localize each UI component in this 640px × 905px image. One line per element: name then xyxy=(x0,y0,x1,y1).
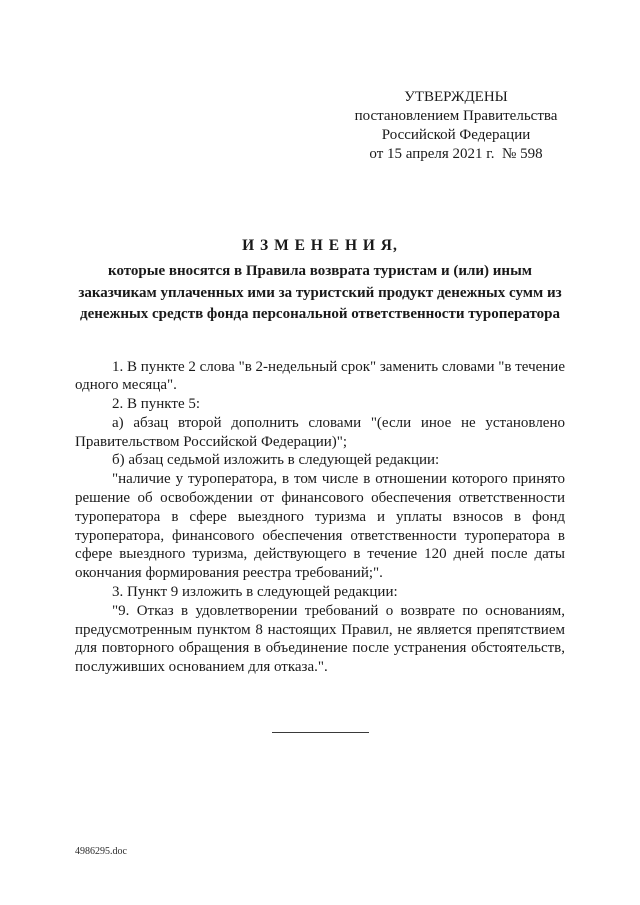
page-subtitle xyxy=(0,261,640,326)
body-paragraph: 3. Пункт 9 изложить в следующей редакции: xyxy=(112,584,398,601)
approval-block xyxy=(350,88,562,164)
body-paragraph: 1. В пункте 2 слова "в 2-недельный срок" заменить словами "в течение одного месяца". xyxy=(75,358,565,394)
subtitle-line: денежных средств фонда персональной ответственности туроператора xyxy=(79,306,560,322)
approval-line: УТВЕРЖДЕНЫ xyxy=(404,89,508,105)
body-paragraph: а) абзац второй дополнить словами "(если иное не установлено Правительством Российской Федерации)"; xyxy=(75,414,565,450)
body-paragraph: 2. В пункте 5: xyxy=(112,396,201,413)
approval-line: постановлением Правительства xyxy=(354,108,558,124)
body-paragraph: б) абзац седьмой изложить в следующей редакции: xyxy=(112,452,440,469)
body-paragraph: "наличие у туроператора, в том числе в отношении которого принято решение об освобождении от финансового обеспечения ответственности туроператора в сфере выездного туризма и уплаты взносов в фонд туроператора, финансового обеспечения ответственности туроператора в сфере выездного туризма, действующего в течение 120 дней после даты окончания формирования реестра требований;". xyxy=(75,471,565,582)
document-body xyxy=(75,358,565,678)
subtitle-line: которые вносятся в Правила возврата туристам и (или) иным xyxy=(108,263,532,279)
footer-filename: 4986295.doc xyxy=(75,846,127,857)
approval-line: от 15 апреля 2021 г. № 598 xyxy=(369,146,543,162)
page-title: И З М Е Н Е Н И Я, xyxy=(242,237,398,254)
approval-line: Российской Федерации xyxy=(381,127,531,143)
body-paragraph: "9. Отказ в удовлетворении требований о возврате по основаниям, предусмотренным пунктом 8 настоящих Правил, не является препятствием для повторного обращения в объединение после устранения обстоятельств, послуживших основанием для отказа.". xyxy=(75,602,565,676)
section-divider xyxy=(272,732,369,733)
subtitle-line: заказчикам уплаченных ими за туристский продукт денежных сумм из xyxy=(78,284,562,301)
